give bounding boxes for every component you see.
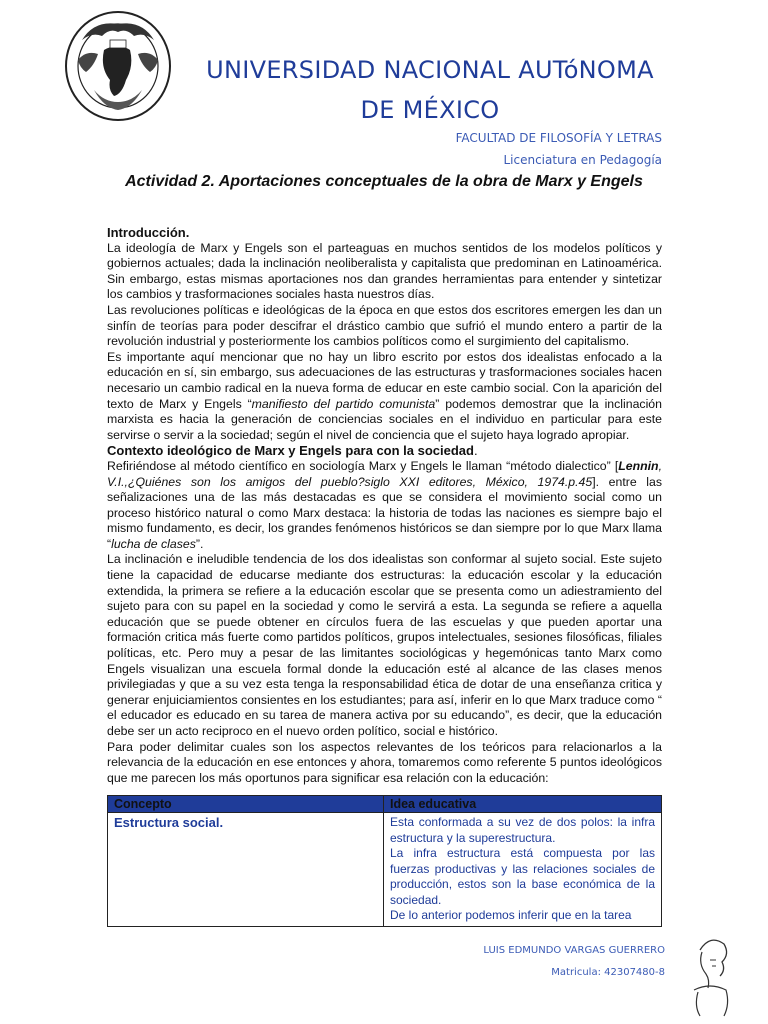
table-cell-concept: Estructura social. [108,813,384,927]
context-p1-lucha: lucha de clases [111,536,196,551]
idea-paragraph-3: De lo anterior podemos inferir que en la tarea [390,908,632,922]
intro-paragraph-1: La ideología de Marx y Engels son el parteaguas en muchos sentidos de los modelos políticos y gobiernos actuales; dada la inclinación neoliberalista y capitalista que predominan en Latinoamérica. Sin embargo, estas mismas aportaciones nos dan grandes herramientas para entender y sintetizar los cambios y trasformaciones sociales hasta nuestros días. [107,240,662,302]
author-name: LUIS EDMUNDO VARGAS GUERRERO [483,945,665,956]
faculty-block [456,127,662,171]
table-header-concepto: Concepto [108,796,384,813]
intro-p3-text-b: ” podemos demostrar que la inclinación marxista es hacia la generación de conciencias sociales en el individuo en particular para este servirse o servir a la sociedad; según el nivel de conciencia que el sujeto haya logrado apropiar. [107,396,662,442]
faculty-name: FACULTAD DE FILOSOFÍA Y LETRAS [455,131,662,145]
idea-paragraph-2: La infra estructura está compuesta por las fuerzas productivas y las relaciones sociales de producción, estos son la base económica de la sociedad. [390,846,655,907]
context-heading-text: Contexto ideológico de Marx y Engels para con la sociedad [107,443,474,459]
matricula: Matricula: 42307480-8 [551,967,665,978]
intro-paragraph-3 [107,350,662,444]
document-title: Actividad 2. Aportaciones conceptuales de la obra de Marx y Engels [125,173,643,190]
context-p1-f: ”. [195,536,204,551]
context-heading: Contexto ideológico de Marx y Engels para con la sociedad. [107,443,478,459]
context-p1-a: Refiriéndose al método científico en sociología Marx y Engels le llaman “método dialectico” [ [107,458,619,473]
context-paragraph-1 [107,459,662,553]
table-row [108,813,662,927]
intro-heading: Introducción. [107,225,190,240]
intro-paragraph-2: Las revoluciones políticas e ideológicas de la época en que estos dos escritores emergen les dan un sinfín de teorías para poder descifrar el drástico cambio que sufrió el mundo entero a partir de la revolución industrial y posteriormente los cambios políticos como el surgimiento del capitalismo. [107,302,662,349]
context-p1-d: ]. entre las señalizaciones una de las más destacadas es que se considera el movimiento social como un proceso histórico natural o como Marx destaca: la historia de todas las naciones es siempre bajo el mismo fundamento, es decir, los grandes fenómenos históricos se dan siempre por lo que Marx llama “ [107,474,662,551]
citation-source: , V.I.,¿Quiénes son los amigos del pueblo?siglo XXI editores, México, 1974.p.45 [107,458,662,489]
program-name: Licenciatura en Pedagogía [503,153,662,167]
unam-seal-logo [64,10,172,122]
idea-paragraph-1: Esta conformada a su vez de dos polos: la infra estructura y la superestructura. [390,815,655,845]
concept-table [107,795,662,927]
intro-p3-text-a: Es importante aquí mencionar que no hay un libro escrito por estos dos idealistas enfocado a la educación en sí, sin embargo, sus adecuaciones de las estructuras y trasformaciones sociales hacen necesario un cambio radical en la nueva forma de educar en este cambio social. Con la aparición del texto de Marx y Engels “ [107,349,662,411]
table-header-row [108,796,662,813]
citation-author: Lennin [618,458,659,473]
context-paragraph-3: Para poder delimitar cuales son los aspectos relevantes de los teóricos para relacionarlos a la relevancia de la educación en ese entonces y ahora, tomaremos como referente 5 puntos ideológicos que me parecen los más oportunos para significar esa relación con la educación: [107,739,662,785]
table-header-idea: Idea educativa [384,796,662,813]
footer-block [483,940,665,984]
table-cell-idea [384,813,662,927]
athena-sketch-logo [680,930,740,1020]
university-name: UNIVERSIDAD NACIONAL AUTóNOMA DE MÉXICO [206,56,654,124]
context-paragraph-2: La inclinación e ineludible tendencia de los dos idealistas son conformar al sujeto social. Este sujeto tiene la capacidad de educarse mediante dos estructuras: la educación escolar y la educación extendida, la primera se refiere a la educación escolar que se presenta como un adiestramiento del sujeto para con su papel en la sociedad y como le servirá a esta. La segunda se refiere a aquella educación que se puede obtener en círculos fuera de las escuelas y que pueden aportar una formación critica más fuerte como partidos políticos, grupos intelectuales, sesiones filosóficas, filiales políticas, etc. Pero muy a pesar de las limitantes sociológicas y hegemónicas tanto Marx como Engels visualizan una escuela formal donde la educación esté al alcance de las clases menos privilegiadas y que a su vez esta tenga la responsabilidad ética de dotar de una enseñanza critica y generar enjuiciamientos consientes en los estudiantes; para así, inferir en lo que Marx traduce como “ el educador es educado en su tarea de manera activa por su educando”, es decir, que la educación debe ser un acto reciproco en el nuevo orden político, social e histórico. [107,552,662,738]
intro-p3-book-title: manifiesto del partido comunista [251,396,436,411]
document-body [107,225,662,786]
